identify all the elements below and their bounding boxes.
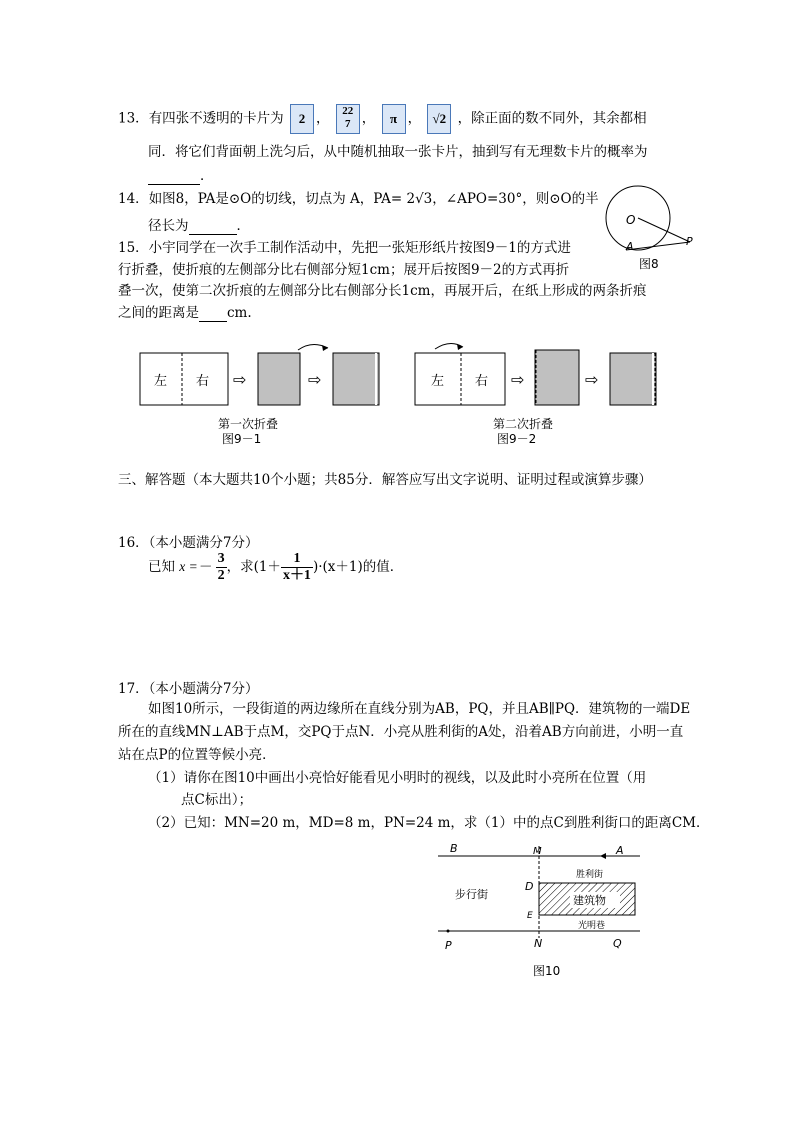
fraction-1-x1: $\frac{1}{x+1}$	[282, 551, 311, 583]
arrow-icon: ⇨	[511, 370, 525, 389]
fig1-caption2: 图9－1	[222, 432, 262, 446]
q17-line2: 所在的直线MN⊥AB于点M，交PQ于点N．小亮从胜利街的A处，沿着AB方向前进，小明一直	[118, 724, 684, 740]
figure-8	[596, 180, 706, 275]
q15-line4: 之间的距离是 cm.	[118, 305, 252, 321]
q17-header: 17．（本小题满分7分）	[118, 681, 259, 697]
svg-text:A: A	[616, 844, 624, 857]
section-3-title: 三、解答题（本大题共10个小题；共85分．解答应写出文字说明、证明过程或演算步骤）	[118, 472, 652, 488]
q13-line3: ．	[148, 164, 214, 185]
label-p: P	[686, 235, 693, 248]
answer-blank[interactable]	[148, 168, 200, 185]
answer-blank[interactable]	[189, 218, 237, 235]
q17-part1-line1: （1）请你在图10中画出小亮恰好能看见小明时的视线，以及此时小亮所在位置（用	[148, 770, 647, 786]
q13-line2: 同．将它们背面朝上洗匀后，从中随机抽取一张卡片，抽到写有无理数卡片的概率为	[148, 144, 648, 160]
arrow-icon: ⇨	[233, 370, 247, 389]
q17-part2: （2）已知：MN=20 m，MD=8 m，PN=24 m，求（1）中的点C到胜利街口的距离CM．	[148, 815, 710, 831]
answer-blank[interactable]	[199, 305, 227, 322]
fig1-caption1: 第一次折叠	[218, 417, 279, 431]
q15-line3: 叠一次，使第二次折痕的左侧部分比右侧部分长1cm，再展开后，在纸上形成的两条折痕	[118, 283, 647, 299]
q13-line1: 13．有四张不透明的卡片为 2 ， 22 7 ， π ， √2 ，除正面的数不同外，其余都相	[118, 104, 647, 134]
fig1-right-label: 右	[196, 374, 210, 389]
figure-9-1	[140, 344, 379, 446]
q17-line1: 如图10所示，一段街道的两边缘所在直线分别为AB，PQ，并且AB∥PQ．建筑物的一端DE	[148, 701, 691, 717]
label-a: A	[626, 240, 634, 253]
svg-text:光明巷: 光明巷	[578, 921, 606, 931]
q14-line2: 径长为 ．	[148, 218, 250, 234]
card-pi: π	[382, 104, 406, 134]
figure-9-2	[415, 343, 656, 446]
label-o: O	[626, 213, 636, 227]
fig1-left-label: 左	[154, 374, 168, 389]
fig2-caption2: 图9－2	[497, 432, 537, 446]
svg-text:D: D	[525, 880, 534, 893]
fig2-left-label: 左	[431, 374, 445, 389]
building-label: 建筑物	[573, 894, 606, 907]
figure-9	[130, 335, 670, 450]
svg-text:P: P	[445, 939, 452, 952]
q16-body: 已知 x =－ $\frac{3}{2}$ ，求(1＋ $\frac{1}{x+1}$ )·(x＋1)的值．	[148, 551, 404, 583]
svg-text:Q: Q	[613, 937, 622, 950]
q17-line3: 站在点P的位置等候小亮．	[118, 747, 276, 763]
card-2: 2	[290, 104, 314, 134]
card-22-7: 22 7	[336, 104, 360, 134]
card-sqrt2: √2	[427, 104, 451, 134]
svg-text:胜利街: 胜利街	[576, 870, 604, 880]
q15-line2: 行折叠，使折痕的左侧部分比右侧部分短1cm；展开后按图9－2的方式再折	[118, 262, 570, 278]
arrow-icon: ⇨	[308, 370, 322, 389]
fig2-right-label: 右	[475, 374, 489, 389]
figure-10	[430, 838, 650, 983]
svg-text:E: E	[527, 911, 533, 921]
svg-text:步行街: 步行街	[455, 888, 488, 901]
q14-line1: 14．如图8，PA是⊙O的切线，切点为 A，PA= 2√3，∠APO=30°，则⊙O的半	[118, 191, 599, 207]
fraction-3-2: $\frac{3}{2}$	[217, 551, 225, 583]
q16-header: 16．（本小题满分7分）	[118, 535, 259, 551]
q15-line1: 15．小宇同学在一次手工制作活动中，先把一张矩形纸片按图9－1的方式进	[118, 240, 571, 256]
svg-text:M: M	[533, 846, 542, 857]
svg-text:B: B	[450, 842, 458, 855]
fig2-caption1: 第二次折叠	[493, 417, 554, 431]
figure-caption: 图10	[533, 964, 561, 978]
svg-text:N: N	[534, 937, 543, 950]
arrow-icon: ⇨	[585, 370, 599, 389]
q17-part1-line2: 点C标出）；	[181, 792, 253, 808]
figure-caption: 图8	[639, 257, 659, 271]
